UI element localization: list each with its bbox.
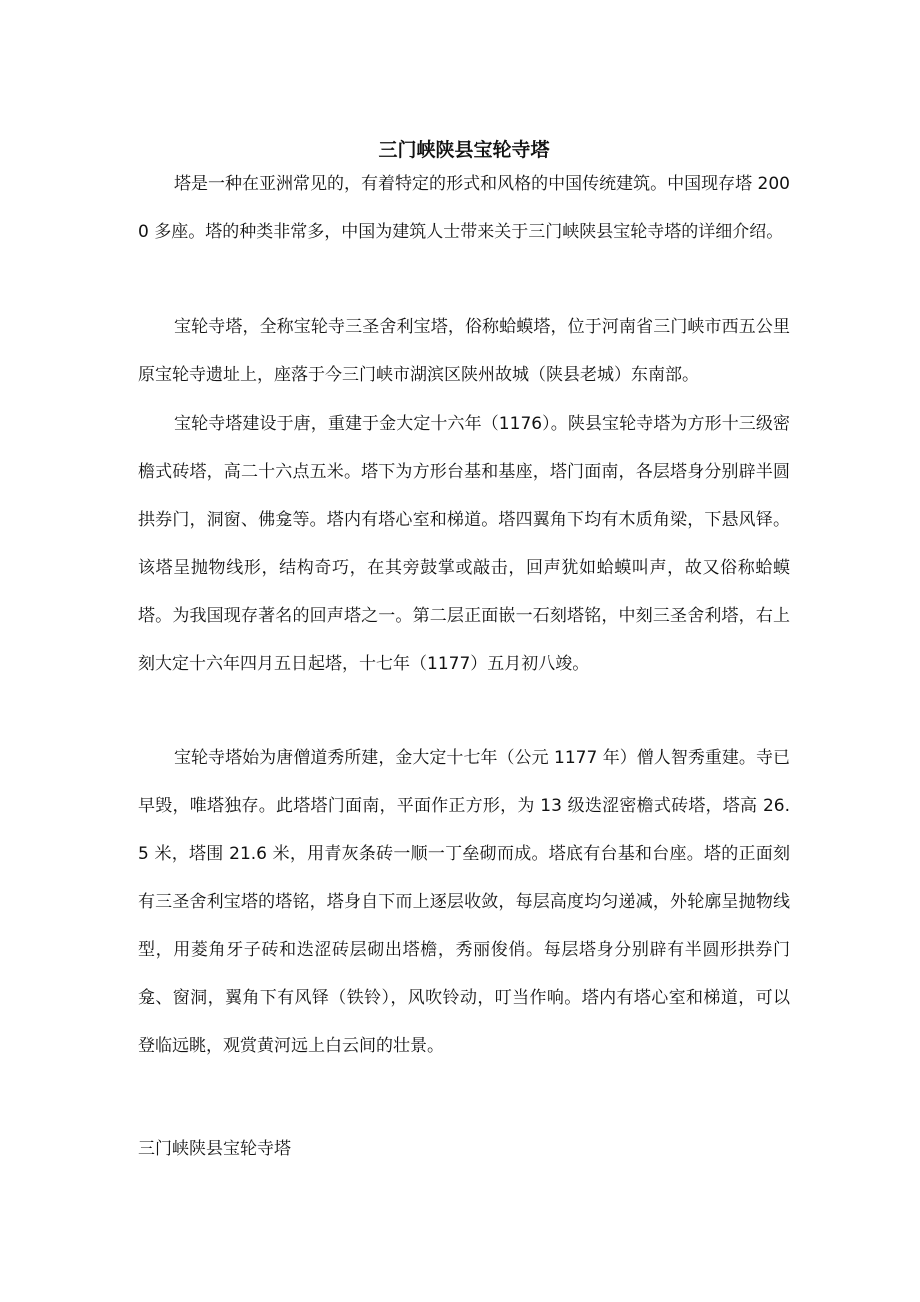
paragraph-intro: 塔是一种在亚洲常见的，有着特定的形式和风格的中国传统建筑。中国现存塔 2000 多座。塔的种类非常多，中国为建筑人士带来关于三门峡陕县宝轮寺塔的详细介绍。 <box>138 174 790 242</box>
paragraph-location: 宝轮寺塔，全称宝轮寺三圣舍利宝塔，俗称蛤蟆塔，位于河南省三门峡市西五公里原宝轮寺遗址上，座落于今三门峡市湖滨区陕州故城（陕县老城）东南部。 <box>138 317 790 385</box>
paragraph-history: 宝轮寺塔建设于唐，重建于金大定十六年（1176）。陕县宝轮寺塔为方形十三级密檐式砖塔，高二十六点五米。塔下为方形台基和基座，塔门面南，各层塔身分别辟半圆拱券门，洞窗、佛龛等。塔内有塔心室和梯道。塔四翼角下均有木质角梁，下悬风铎。该塔呈抛物线形，结构奇巧，在其旁鼓掌或敲击，回声犹如蛤蟆叫声，故又俗称蛤蟆塔。为我国现存著名的回声塔之一。第二层正面嵌一石刻塔铭，中刻三圣舍利塔，右上刻大定十六年四月五日起塔，十七年（1177）五月初八竣。 <box>138 414 790 674</box>
document-title: 三门峡陕县宝轮寺塔 <box>378 138 550 161</box>
paragraph-structure: 宝轮寺塔始为唐僧道秀所建，金大定十七年（公元 1177 年）僧人智秀重建。寺已早毁，唯塔独存。此塔塔门面南，平面作正方形，为 13 级迭涩密檐式砖塔，塔高 26.5 米，塔围 21.6 米，用青灰条砖一顺一丁垒砌而成。塔底有台基和台座。塔的正面刻有三圣舍利宝塔的塔铭，塔身自下而上逐层收敛，每层高度均匀递减，外轮廓呈抛物线型，用菱角牙子砖和迭涩砖层砌出塔檐，秀丽俊俏。每层塔身分别辟有半圆形拱券门龛、窗洞，翼角下有风铎（铁铃），风吹铃动，叮当作响。塔内有塔心室和梯道，可以登临远眺，观赏黄河远上白云间的壮景。 <box>138 748 790 1056</box>
footer-title: 三门峡陕县宝轮寺塔 <box>138 1139 291 1159</box>
